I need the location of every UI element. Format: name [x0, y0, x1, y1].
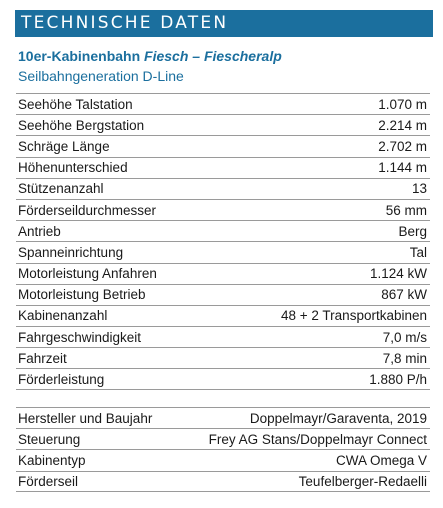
spec-value: 2.214 m — [378, 117, 427, 133]
spec-value: Frey AG Stans/Doppelmayr Connect — [208, 431, 427, 447]
lift-route: Fiesch – Fiescheralp — [144, 48, 282, 64]
spec-value: 48 + 2 Transportkabinen — [281, 308, 427, 324]
spec-value: 1.880 P/h — [369, 371, 427, 387]
spec-row — [16, 199, 430, 220]
spec-value: 867 kW — [381, 287, 427, 303]
spec-value: 1.144 m — [378, 160, 427, 176]
spec-label: Seehöhe Bergstation — [18, 117, 145, 133]
spec-value: 7,8 min — [382, 350, 427, 366]
spec-label: Kabinentyp — [18, 452, 86, 468]
spec-row — [16, 407, 430, 428]
spec-value: Tal — [409, 244, 427, 260]
spec-row — [16, 93, 430, 114]
spec-value: Teufelberger-Redaelli — [298, 473, 427, 489]
spec-value: 13 — [411, 181, 427, 197]
spec-label: Motorleistung Betrieb — [18, 287, 146, 303]
spec-row — [16, 263, 430, 284]
spec-row — [16, 284, 430, 305]
spec-label: Stützenanzahl — [18, 181, 104, 197]
spec-row — [16, 428, 430, 449]
spec-value: Berg — [398, 223, 427, 239]
spec-label: Fahrzeit — [18, 350, 67, 366]
spec-value: Doppelmayr/Garaventa, 2019 — [249, 410, 427, 426]
spec-row — [16, 368, 430, 389]
spec-row — [16, 114, 430, 135]
spec-row — [16, 471, 430, 492]
spec-row — [16, 157, 430, 178]
spec-label: Förderseil — [18, 473, 79, 489]
spec-label: Steuerung — [18, 431, 81, 447]
spec-label: Spanneinrichtung — [18, 244, 124, 260]
spec-value: 7,0 m/s — [382, 329, 427, 345]
manufacturer-table — [16, 407, 430, 492]
section-header: TECHNISCHE DATEN — [15, 10, 433, 37]
lift-title — [18, 48, 282, 64]
spec-label: Seehöhe Talstation — [18, 96, 133, 112]
spec-label: Förderleistung — [18, 371, 105, 387]
spec-label: Förderseildurchmesser — [18, 202, 157, 218]
spec-value: 1.070 m — [378, 96, 427, 112]
spec-label: Höhenunterschied — [18, 160, 128, 176]
spec-label: Hersteller und Baujahr — [18, 410, 153, 426]
spec-row — [16, 449, 430, 470]
spec-row — [16, 241, 430, 262]
spec-label: Motorleistung Anfahren — [18, 266, 157, 282]
spec-row — [16, 347, 430, 368]
spec-value: CWA Omega V — [335, 452, 427, 468]
spec-label: Antrieb — [18, 223, 61, 239]
spec-value: 1.124 kW — [369, 266, 427, 282]
spec-value: 2.702 m — [378, 138, 427, 154]
spec-label: Schräge Länge — [18, 138, 110, 154]
lift-generation: Seilbahngeneration D-Line — [18, 68, 184, 84]
spec-row — [16, 178, 430, 199]
specs-table — [16, 93, 430, 390]
spec-row — [16, 135, 430, 156]
lift-type: 10er-Kabinenbahn — [18, 48, 145, 64]
spec-value: 56 mm — [385, 202, 427, 218]
spec-row — [16, 326, 430, 347]
spec-label: Kabinenanzahl — [18, 308, 108, 324]
spec-row — [16, 305, 430, 326]
spec-row — [16, 220, 430, 241]
spec-label: Fahrgeschwindigkeit — [18, 329, 142, 345]
